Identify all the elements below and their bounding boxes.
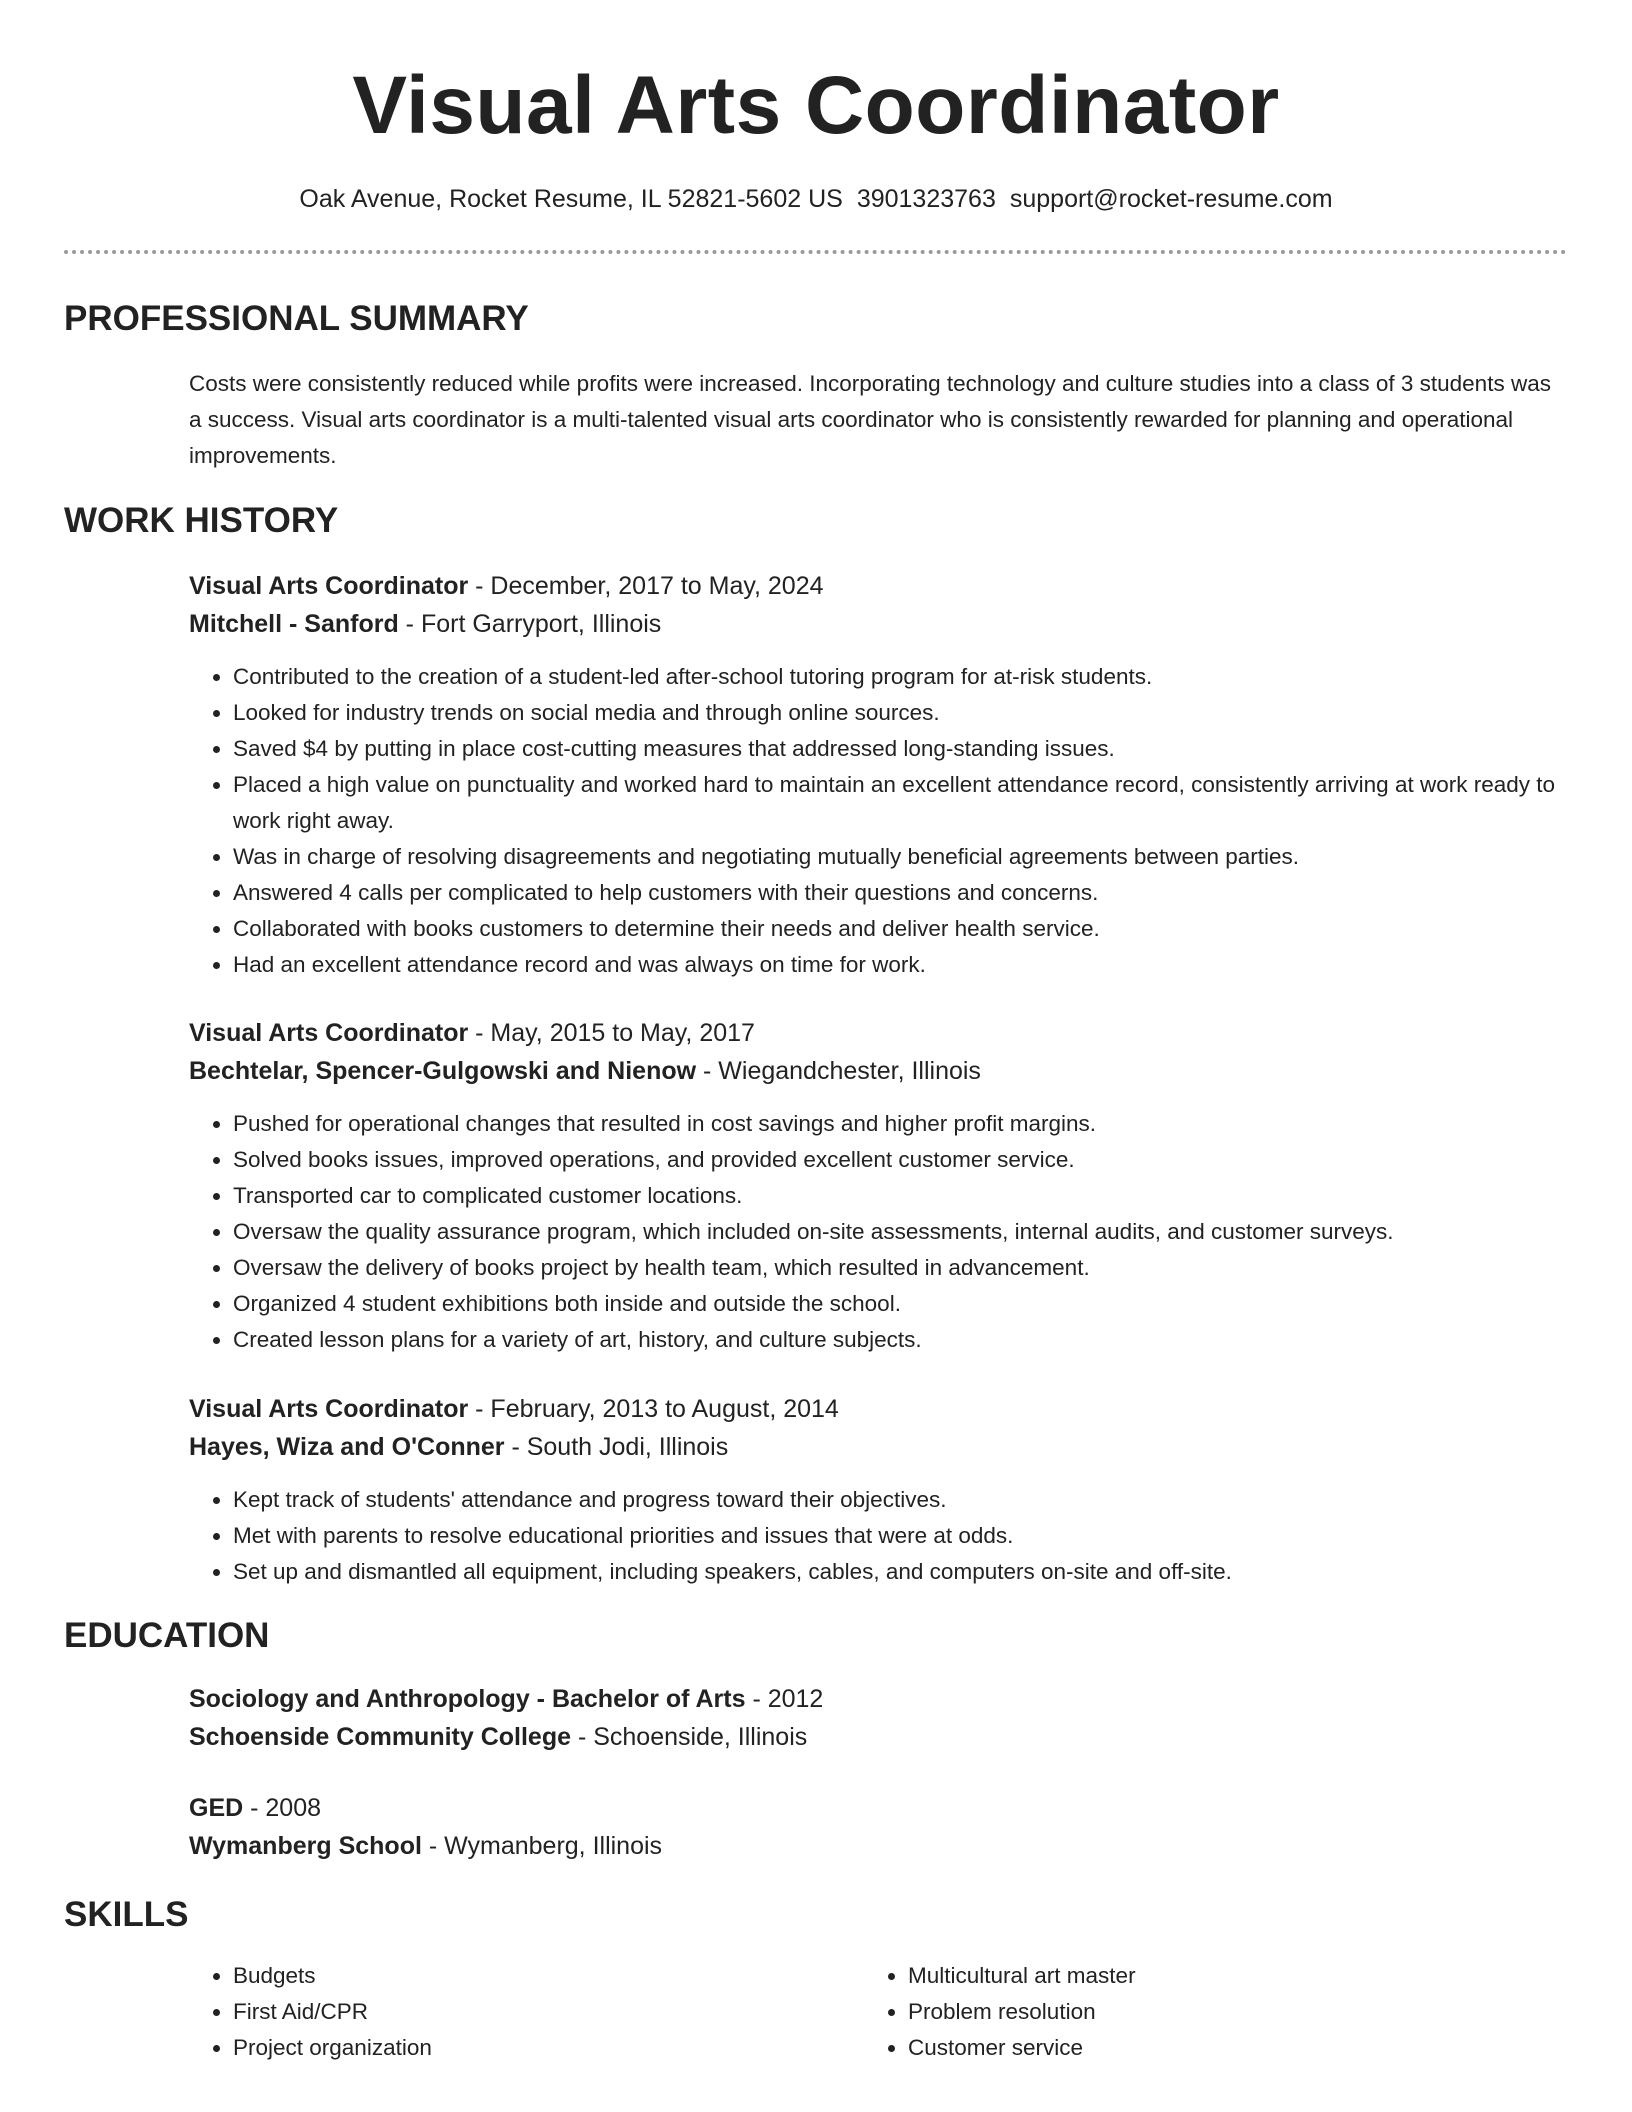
job-company: Mitchell - Sanford bbox=[189, 610, 399, 638]
candidate-name: Visual Arts Coordinator bbox=[352, 60, 1280, 151]
job-company: Hayes, Wiza and O'Conner bbox=[189, 1433, 505, 1461]
job-company: Bechtelar, Spencer-Gulgowski and Nienow bbox=[189, 1057, 697, 1085]
school-location: - Schoenside, Illinois bbox=[571, 1723, 808, 1751]
degree-year: - 2012 bbox=[745, 1685, 824, 1713]
skill-item: • Budgets bbox=[233, 1958, 789, 1994]
email: support@rocket-resume.com bbox=[1009, 185, 1333, 213]
header-divider bbox=[64, 250, 1567, 254]
job-role: Visual Arts Coordinator bbox=[189, 1019, 469, 1047]
job-role: Visual Arts Coordinator bbox=[189, 572, 469, 600]
list-item: • Had an excellent attendance record and was always on time for work. bbox=[233, 947, 1559, 983]
list-item: • Transported car to complicated customer locations. bbox=[233, 1178, 1559, 1214]
education-entry bbox=[189, 1680, 1559, 1756]
job-entry bbox=[189, 1014, 1559, 1090]
job-bullets bbox=[189, 1482, 1559, 1590]
job-role: Visual Arts Coordinator bbox=[189, 1395, 469, 1423]
address: Oak Avenue, Rocket Resume, IL 52821-5602 US bbox=[299, 185, 843, 213]
skill-item: • Multicultural art master bbox=[908, 1958, 1464, 1994]
list-item: • Solved books issues, improved operations, and provided excellent customer service. bbox=[233, 1142, 1559, 1178]
skills-heading: SKILLS bbox=[64, 1895, 189, 1934]
summary-text: Costs were consistently reduced while profits were increased. Incorporating technology and culture studies into a class of 3 students was a success. Visual arts coordinator is a multi-talented visual arts coordinator who is consistently rewarded for planning and operational improvements. bbox=[189, 371, 1551, 468]
job-bullets bbox=[189, 659, 1559, 983]
list-item: • Oversaw the quality assurance program, which included on-site assessments, internal audits, and customer surveys. bbox=[233, 1214, 1559, 1250]
work-history-heading: WORK HISTORY bbox=[64, 501, 339, 540]
skill-item: • First Aid/CPR bbox=[233, 1994, 789, 2030]
skill-item: • Customer service bbox=[908, 2030, 1464, 2066]
school-location: - Wymanberg, Illinois bbox=[421, 1832, 663, 1860]
job-dates: - February, 2013 to August, 2014 bbox=[468, 1395, 839, 1423]
job-bullets bbox=[189, 1106, 1559, 1358]
job-location: - Fort Garryport, Illinois bbox=[398, 610, 662, 638]
skills-list-right bbox=[864, 1958, 1464, 2066]
list-item: • Placed a high value on punctuality and worked hard to maintain an excellent attendance record, consistently arriving at work ready to work right away. bbox=[233, 767, 1559, 839]
job-entry bbox=[189, 567, 1559, 643]
list-item: • Collaborated with books customers to determine their needs and deliver health service. bbox=[233, 911, 1559, 947]
list-item: • Created lesson plans for a variety of art, history, and culture subjects. bbox=[233, 1322, 1559, 1358]
list-item: • Organized 4 student exhibitions both inside and outside the school. bbox=[233, 1286, 1559, 1322]
degree-year: - 2008 bbox=[243, 1794, 322, 1822]
list-item: • Answered 4 calls per complicated to help customers with their questions and concerns. bbox=[233, 875, 1559, 911]
list-item: • Kept track of students' attendance and progress toward their objectives. bbox=[233, 1482, 1559, 1518]
list-item: • Was in charge of resolving disagreements and negotiating mutually beneficial agreements between parties. bbox=[233, 839, 1559, 875]
degree: Sociology and Anthropology - Bachelor of Arts bbox=[189, 1685, 746, 1713]
skill-item: • Problem resolution bbox=[908, 1994, 1464, 2030]
list-item: • Pushed for operational changes that resulted in cost savings and higher profit margins. bbox=[233, 1106, 1559, 1142]
degree: GED bbox=[189, 1794, 244, 1822]
list-item: • Set up and dismantled all equipment, including speakers, cables, and computers on-site and off-site. bbox=[233, 1554, 1559, 1590]
education-entry bbox=[189, 1789, 1559, 1865]
job-dates: - December, 2017 to May, 2024 bbox=[468, 572, 824, 600]
list-item: • Met with parents to resolve educational priorities and issues that were at odds. bbox=[233, 1518, 1559, 1554]
list-item: • Looked for industry trends on social media and through online sources. bbox=[233, 695, 1559, 731]
job-dates: - May, 2015 to May, 2017 bbox=[468, 1019, 755, 1047]
job-location: - South Jodi, Illinois bbox=[504, 1433, 729, 1461]
skills-list-left bbox=[189, 1958, 789, 2066]
contact-line bbox=[0, 182, 1632, 216]
phone: 3901323763 bbox=[856, 185, 996, 213]
list-item: • Oversaw the delivery of books project by health team, which resulted in advancement. bbox=[233, 1250, 1559, 1286]
education-heading: EDUCATION bbox=[64, 1616, 270, 1655]
school: Wymanberg School bbox=[189, 1832, 422, 1860]
skill-item: • Project organization bbox=[233, 2030, 789, 2066]
list-item: • Saved $4 by putting in place cost-cutting measures that addressed long-standing issues. bbox=[233, 731, 1559, 767]
summary-heading: PROFESSIONAL SUMMARY bbox=[64, 299, 529, 338]
school: Schoenside Community College bbox=[189, 1723, 572, 1751]
job-location: - Wiegandchester, Illinois bbox=[696, 1057, 981, 1085]
list-item: • Contributed to the creation of a student-led after-school tutoring program for at-risk students. bbox=[233, 659, 1559, 695]
job-entry bbox=[189, 1390, 1559, 1466]
